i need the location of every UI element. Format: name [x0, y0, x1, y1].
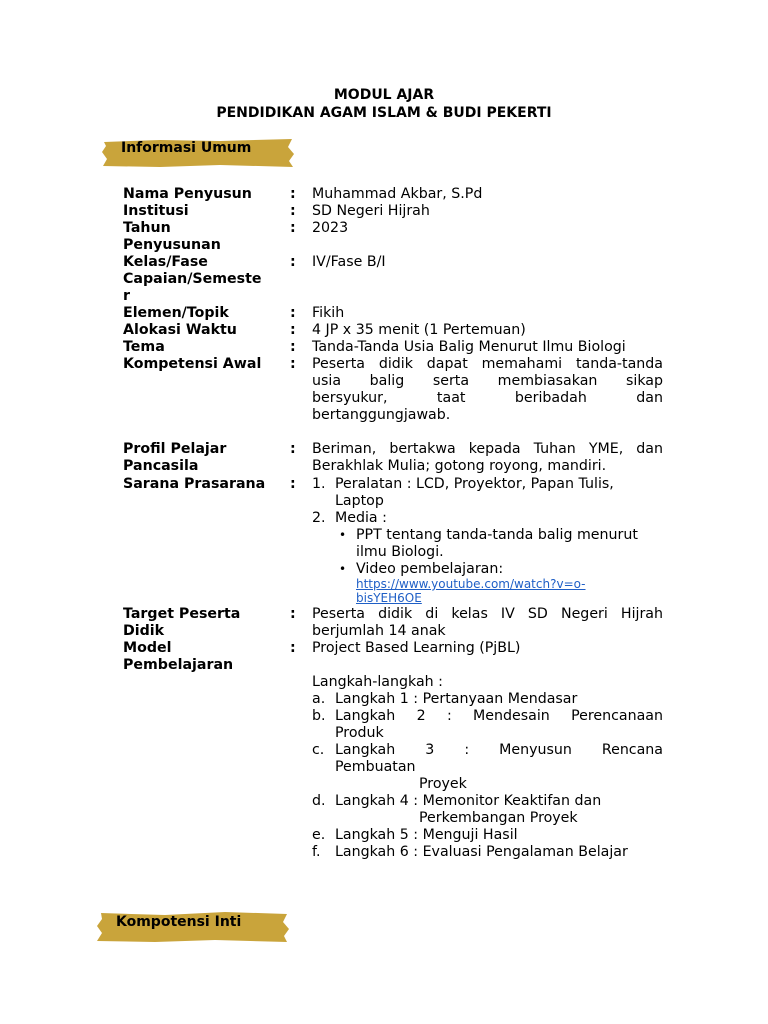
value-tahun: 2023	[312, 220, 349, 236]
colon: :	[290, 254, 296, 270]
section-heading-kompotensi-inti: Kompotensi Inti	[116, 914, 242, 930]
list-marker: b.	[312, 708, 326, 724]
label-institusi: Institusi	[123, 203, 189, 219]
label-kelas-fase: Kelas/Fase	[123, 254, 208, 270]
kompetensi-awal-line: bersyukur, taat beribadah dan	[312, 390, 663, 406]
label-tahun: Tahun	[123, 220, 171, 236]
colon: :	[290, 203, 296, 219]
section-heading-informasi-umum: Informasi Umum	[121, 140, 252, 156]
value-kelas-fase: IV/Fase B/I	[312, 254, 386, 270]
colon: :	[290, 441, 296, 457]
section-banner-kompotensi-inti	[95, 910, 290, 940]
label-didik: Didik	[123, 623, 165, 639]
langkah-item: Langkah 3 : Menyusun Rencana	[335, 742, 663, 758]
value-tema: Tanda-Tanda Usia Balig Menurut Ilmu Biologi	[312, 339, 626, 355]
langkah-item: Langkah 4 : Memonitor Keaktifan dan	[335, 793, 602, 809]
langkah-item: Langkah 1 : Pertanyaan Mendasar	[335, 691, 578, 707]
list-marker: c.	[312, 742, 325, 758]
colon: :	[290, 640, 296, 656]
list-marker: 1.	[312, 476, 326, 492]
document-subtitle: PENDIDIKAN AGAM ISLAM & BUDI PEKERTI	[216, 105, 552, 121]
video-link[interactable]: https://www.youtube.com/watch?v=o-	[356, 577, 586, 591]
colon: :	[290, 339, 296, 355]
colon: :	[290, 322, 296, 338]
label-alokasi-waktu: Alokasi Waktu	[123, 322, 237, 338]
kompetensi-awal-line: usia balig serta membiasakan sikap	[312, 373, 663, 389]
label-capaian-semester-wrap: r	[123, 288, 130, 304]
langkah-item-cont: Produk	[335, 725, 384, 741]
kompetensi-awal-line: Peserta didik dapat memahami tanda-tanda	[312, 356, 663, 372]
profil-line: Berakhlak Mulia; gotong royong, mandiri.	[312, 458, 607, 474]
label-capaian-semester: Capaian/Semeste	[123, 271, 262, 287]
value-institusi: SD Negeri Hijrah	[312, 203, 430, 219]
colon: :	[290, 356, 296, 372]
list-marker: f.	[312, 844, 321, 860]
langkah-item-cont: Pembuatan	[335, 759, 416, 775]
label-penyusunan: Penyusunan	[123, 237, 221, 253]
colon: :	[290, 220, 296, 236]
label-sarana-prasarana: Sarana Prasarana	[123, 476, 266, 492]
value-nama-penyusun: Muhammad Akbar, S.Pd	[312, 186, 483, 202]
langkah-item: Langkah 2 : Mendesain Perencanaan	[335, 708, 663, 724]
langkah-item-cont: Perkembangan Proyek	[419, 810, 578, 826]
label-nama-penyusun: Nama Penyusun	[123, 186, 252, 202]
media-item-ppt-cont: ilmu Biologi.	[356, 544, 444, 560]
label-model: Model	[123, 640, 172, 656]
bullet-icon: •	[339, 528, 347, 542]
label-target-peserta: Target Peserta	[123, 606, 241, 622]
list-marker: d.	[312, 793, 326, 809]
media-item-ppt: PPT tentang tanda-tanda balig menurut	[356, 527, 638, 543]
target-line: Peserta didik di kelas IV SD Negeri Hijrah	[312, 606, 663, 622]
list-marker: e.	[312, 827, 326, 843]
media-item-video: Video pembelajaran:	[356, 561, 504, 577]
profil-line: Beriman, bertakwa kepada Tuhan YME, dan	[312, 441, 663, 457]
colon: :	[290, 476, 296, 492]
label-elemen-topik: Elemen/Topik	[123, 305, 229, 321]
list-marker: 2.	[312, 510, 326, 526]
label-pembelajaran: Pembelajaran	[123, 657, 234, 673]
sarana-item-peralatan-cont: Laptop	[335, 493, 384, 509]
video-link-cont[interactable]: bisYEH6OE	[356, 591, 422, 605]
label-tema: Tema	[123, 339, 165, 355]
colon: :	[290, 606, 296, 622]
value-model: Project Based Learning (PjBL)	[312, 640, 521, 656]
document-title: MODUL AJAR	[333, 87, 435, 103]
langkah-title: Langkah-langkah :	[312, 674, 443, 690]
value-elemen-topik: Fikih	[312, 305, 345, 321]
label-pancasila: Pancasila	[123, 458, 199, 474]
sarana-item-media: Media :	[335, 510, 387, 526]
bullet-icon: •	[339, 562, 347, 576]
list-marker: a.	[312, 691, 326, 707]
sarana-item-peralatan: Peralatan : LCD, Proyektor, Papan Tulis,	[335, 476, 614, 492]
target-line: berjumlah 14 anak	[312, 623, 446, 639]
colon: :	[290, 305, 296, 321]
kompetensi-awal-line: bertanggungjawab.	[312, 407, 451, 423]
colon: :	[290, 186, 296, 202]
label-profil-pelajar: Profil Pelajar	[123, 441, 227, 457]
label-kompetensi-awal: Kompetensi Awal	[123, 356, 262, 372]
langkah-item-cont: Proyek	[419, 776, 467, 792]
langkah-item: Langkah 6 : Evaluasi Pengalaman Belajar	[335, 844, 628, 860]
section-banner-informasi-umum	[100, 137, 295, 167]
value-alokasi-waktu: 4 JP x 35 menit (1 Pertemuan)	[312, 322, 526, 338]
langkah-item: Langkah 5 : Menguji Hasil	[335, 827, 518, 843]
